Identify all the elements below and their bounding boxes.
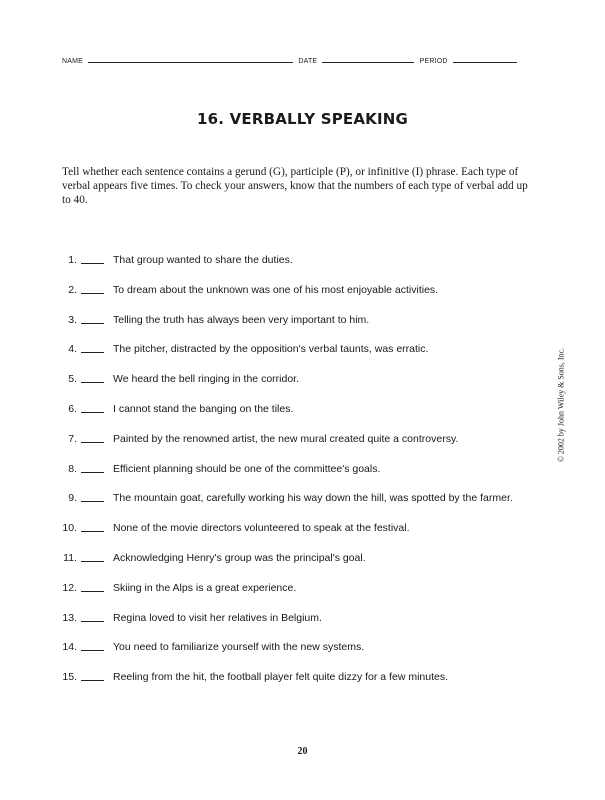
question-item	[55, 551, 525, 565]
question-number: 13.	[62, 611, 77, 624]
question-text: The mountain goat, carefully working his way down the hill, was spotted by the farmer.	[113, 492, 513, 505]
answer-blank[interactable]	[81, 501, 104, 502]
name-label: NAME	[62, 58, 84, 65]
answer-blank[interactable]	[81, 382, 104, 383]
question-number: 3.	[68, 313, 77, 326]
question-text: You need to familiarize yourself with the new systems.	[113, 641, 365, 654]
period-blank[interactable]	[453, 55, 517, 63]
date-blank[interactable]	[322, 55, 414, 63]
page-number: 20	[297, 746, 308, 757]
question-item	[55, 313, 525, 327]
question-number: 6.	[68, 402, 77, 415]
worksheet-title: 16. VERBALLY SPEAKING	[196, 110, 409, 128]
question-item	[55, 253, 525, 267]
question-text: Telling the truth has always been very important to him.	[113, 313, 370, 326]
question-item	[55, 640, 525, 654]
answer-blank[interactable]	[81, 323, 104, 324]
question-text: Regina loved to visit her relatives in Belgium.	[113, 611, 322, 624]
question-item	[55, 342, 525, 356]
answer-blank[interactable]	[81, 621, 104, 622]
question-number: 15.	[62, 671, 77, 684]
question-text: The pitcher, distracted by the opposition's verbal taunts, was erratic.	[113, 343, 429, 356]
question-text: I cannot stand the banging on the tiles.	[113, 402, 294, 415]
answer-blank[interactable]	[81, 650, 104, 651]
question-number: 10.	[62, 522, 77, 535]
answer-blank[interactable]	[81, 472, 104, 473]
question-text: Efficient planning should be one of the committee's goals.	[113, 462, 381, 475]
question-number: 4.	[68, 343, 77, 356]
date-label: DATE	[298, 58, 318, 65]
answer-blank[interactable]	[81, 442, 104, 443]
question-number: 14.	[62, 641, 77, 654]
question-number: 2.	[68, 283, 77, 296]
period-label: PERIOD	[419, 58, 448, 65]
question-list	[55, 253, 525, 700]
answer-blank[interactable]	[81, 412, 104, 413]
question-item	[55, 521, 525, 535]
question-item	[55, 372, 525, 386]
question-text: To dream about the unknown was one of his most enjoyable activities.	[113, 283, 439, 296]
question-text: We heard the bell ringing in the corridor.	[113, 373, 299, 386]
question-text: Reeling from the hit, the football player felt quite dizzy for a few minutes.	[113, 671, 449, 684]
answer-blank[interactable]	[81, 531, 104, 532]
copyright-notice: © 2002 by John Wiley & Sons, Inc.	[556, 347, 566, 463]
instructions: Tell whether each sentence contains a gerund (G), participle (P), or infinitive (I) phrase. Each type of verbal appears five times. To check your answers, know that the numbers of each type of verbal add up to 40.	[62, 166, 528, 206]
question-text: None of the movie directors volunteered to speak at the festival.	[113, 522, 410, 535]
question-item	[55, 402, 525, 416]
question-number: 11.	[63, 551, 77, 564]
question-item	[55, 491, 525, 505]
question-item	[55, 670, 525, 684]
question-item	[55, 283, 525, 297]
question-number: 1.	[68, 254, 77, 266]
question-item	[55, 432, 525, 446]
question-text: Acknowledging Henry's group was the principal's goal.	[113, 551, 366, 564]
question-text: Skiing in the Alps is a great experience.	[113, 581, 297, 594]
name-blank[interactable]	[88, 55, 293, 63]
answer-blank[interactable]	[81, 680, 104, 681]
answer-blank[interactable]	[81, 352, 104, 353]
question-number: 8.	[68, 462, 77, 475]
answer-blank[interactable]	[81, 263, 104, 264]
question-number: 9.	[68, 492, 77, 505]
answer-blank[interactable]	[81, 293, 104, 294]
answer-blank[interactable]	[81, 561, 104, 562]
question-item	[55, 462, 525, 476]
question-text: Painted by the renowned artist, the new mural created quite a controversy.	[113, 432, 459, 445]
question-item	[55, 611, 525, 625]
question-text: That group wanted to share the duties.	[113, 254, 293, 266]
question-number: 5.	[68, 373, 77, 386]
answer-blank[interactable]	[81, 591, 104, 592]
question-number: 7.	[68, 432, 77, 445]
question-item	[55, 581, 525, 595]
question-number: 12.	[62, 581, 77, 594]
header-fields	[62, 55, 520, 65]
